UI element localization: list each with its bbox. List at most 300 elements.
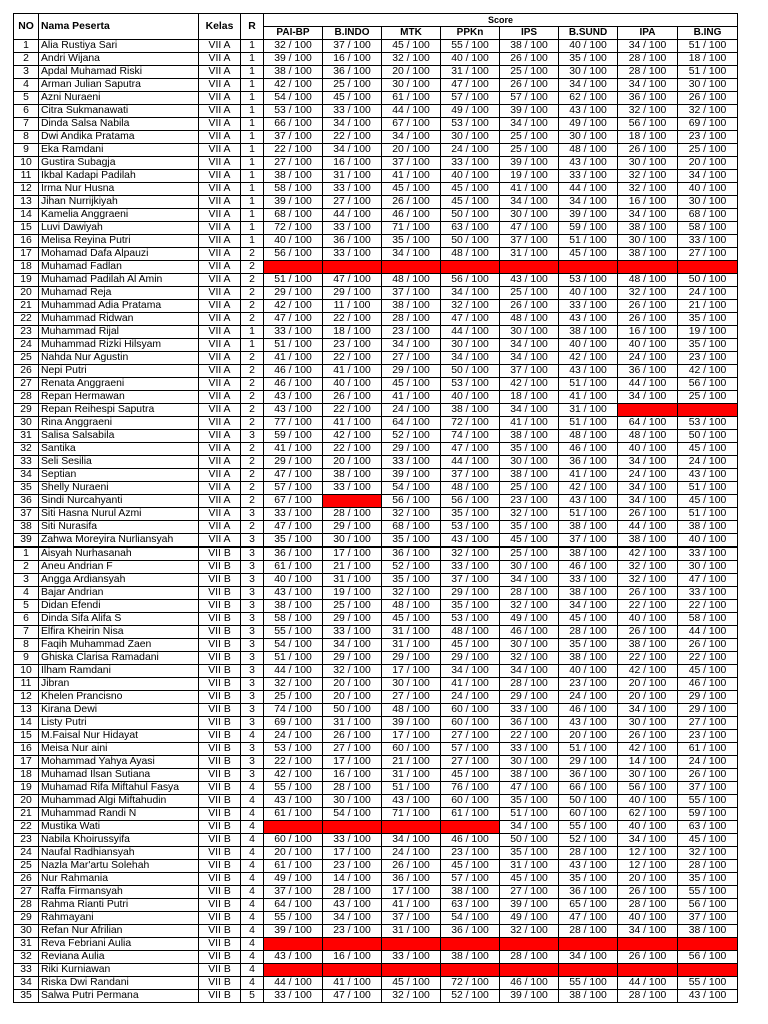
cell-score: 30 / 100 xyxy=(618,717,678,730)
cell-score: 66 / 100 xyxy=(264,118,323,131)
cell-r: 3 xyxy=(241,574,264,587)
cell-score: 29 / 100 xyxy=(382,443,441,456)
cell-score: 36 / 100 xyxy=(323,235,382,248)
cell-r: 5 xyxy=(241,990,264,1003)
cell-score: 21 / 100 xyxy=(323,561,382,574)
cell-no: 25 xyxy=(14,860,39,873)
cell-score: 44 / 100 xyxy=(618,521,678,534)
cell-score: 54 / 100 xyxy=(382,482,441,495)
cell-score: 48 / 100 xyxy=(559,430,618,443)
header-name: Nama Peserta xyxy=(39,14,199,40)
cell-name: Jihan Nurrijkiyah xyxy=(39,196,199,209)
cell-score-missing xyxy=(500,964,559,977)
cell-score: 60 / 100 xyxy=(559,808,618,821)
cell-kelas: VII A xyxy=(199,313,241,326)
cell-score: 27 / 100 xyxy=(441,756,500,769)
table-row xyxy=(14,352,738,365)
table-row xyxy=(14,925,738,938)
cell-kelas: VII B xyxy=(199,561,241,574)
cell-score: 26 / 100 xyxy=(323,391,382,404)
cell-score: 34 / 100 xyxy=(618,482,678,495)
cell-score: 40 / 100 xyxy=(559,339,618,352)
cell-no: 26 xyxy=(14,873,39,886)
cell-name: M.Faisal Nur Hidayat xyxy=(39,730,199,743)
cell-score: 63 / 100 xyxy=(441,222,500,235)
cell-no: 30 xyxy=(14,925,39,938)
cell-score: 64 / 100 xyxy=(618,417,678,430)
cell-score: 34 / 100 xyxy=(618,456,678,469)
table-row xyxy=(14,430,738,443)
cell-no: 4 xyxy=(14,587,39,600)
cell-r: 2 xyxy=(241,352,264,365)
cell-score: 31 / 100 xyxy=(382,639,441,652)
cell-score: 31 / 100 xyxy=(323,574,382,587)
cell-score: 43 / 100 xyxy=(559,105,618,118)
cell-score: 34 / 100 xyxy=(323,639,382,652)
cell-score: 28 / 100 xyxy=(559,626,618,639)
cell-score: 23 / 100 xyxy=(559,678,618,691)
cell-score: 30 / 100 xyxy=(618,769,678,782)
cell-score: 45 / 100 xyxy=(441,196,500,209)
cell-name: Raffa Firmansyah xyxy=(39,886,199,899)
cell-r: 4 xyxy=(241,795,264,808)
cell-score: 34 / 100 xyxy=(441,287,500,300)
table-row xyxy=(14,886,738,899)
cell-score: 47 / 100 xyxy=(264,521,323,534)
cell-score: 35 / 100 xyxy=(500,443,559,456)
cell-score: 58 / 100 xyxy=(678,613,738,626)
cell-score: 43 / 100 xyxy=(441,534,500,548)
cell-score: 16 / 100 xyxy=(323,769,382,782)
cell-name: Nur Rahmania xyxy=(39,873,199,886)
cell-score: 74 / 100 xyxy=(441,430,500,443)
cell-score: 43 / 100 xyxy=(559,717,618,730)
cell-no: 10 xyxy=(14,157,39,170)
cell-score: 26 / 100 xyxy=(618,730,678,743)
cell-score: 37 / 100 xyxy=(559,534,618,548)
cell-score: 30 / 100 xyxy=(500,756,559,769)
cell-score: 38 / 100 xyxy=(618,222,678,235)
header-subject: PPKn xyxy=(441,27,500,40)
cell-name: Meisa Nur aini xyxy=(39,743,199,756)
cell-score: 22 / 100 xyxy=(618,652,678,665)
cell-score: 30 / 100 xyxy=(618,235,678,248)
cell-score: 32 / 100 xyxy=(618,574,678,587)
cell-score: 40 / 100 xyxy=(559,40,618,53)
cell-r: 3 xyxy=(241,639,264,652)
cell-score: 37 / 100 xyxy=(382,912,441,925)
cell-name: Zahwa Moreyira Nurliansyah xyxy=(39,534,199,548)
cell-name: Melisa Reyina Putri xyxy=(39,235,199,248)
cell-kelas: VII B xyxy=(199,704,241,717)
cell-r: 4 xyxy=(241,730,264,743)
table-row xyxy=(14,521,738,534)
table-row xyxy=(14,209,738,222)
cell-score: 61 / 100 xyxy=(264,561,323,574)
cell-score: 60 / 100 xyxy=(441,704,500,717)
cell-score: 22 / 100 xyxy=(678,652,738,665)
cell-score: 55 / 100 xyxy=(264,782,323,795)
cell-score: 44 / 100 xyxy=(264,977,323,990)
cell-score: 34 / 100 xyxy=(618,209,678,222)
cell-score: 40 / 100 xyxy=(618,339,678,352)
cell-score: 34 / 100 xyxy=(559,196,618,209)
cell-score: 51 / 100 xyxy=(264,274,323,287)
cell-score: 24 / 100 xyxy=(441,691,500,704)
cell-score: 20 / 100 xyxy=(382,144,441,157)
cell-score: 46 / 100 xyxy=(264,365,323,378)
cell-score: 31 / 100 xyxy=(382,769,441,782)
cell-r: 2 xyxy=(241,261,264,274)
cell-name: Luvi Dawiyah xyxy=(39,222,199,235)
cell-score: 39 / 100 xyxy=(382,717,441,730)
cell-score: 24 / 100 xyxy=(678,287,738,300)
cell-kelas: VII B xyxy=(199,652,241,665)
cell-no: 8 xyxy=(14,639,39,652)
cell-score: 60 / 100 xyxy=(441,717,500,730)
cell-score: 64 / 100 xyxy=(382,417,441,430)
cell-score: 30 / 100 xyxy=(441,131,500,144)
cell-name: Refan Nur Afrilian xyxy=(39,925,199,938)
cell-score: 20 / 100 xyxy=(678,157,738,170)
cell-score: 19 / 100 xyxy=(678,326,738,339)
cell-no: 32 xyxy=(14,443,39,456)
cell-no: 5 xyxy=(14,600,39,613)
cell-no: 1 xyxy=(14,547,39,561)
table-row xyxy=(14,821,738,834)
cell-r: 3 xyxy=(241,626,264,639)
cell-kelas: VII A xyxy=(199,183,241,196)
cell-kelas: VII A xyxy=(199,443,241,456)
cell-score: 37 / 100 xyxy=(500,235,559,248)
cell-score: 41 / 100 xyxy=(382,170,441,183)
table-row xyxy=(14,378,738,391)
cell-score: 53 / 100 xyxy=(441,118,500,131)
cell-score: 18 / 100 xyxy=(678,53,738,66)
cell-score: 29 / 100 xyxy=(382,652,441,665)
cell-score: 45 / 100 xyxy=(441,639,500,652)
cell-score: 22 / 100 xyxy=(323,352,382,365)
table-row xyxy=(14,626,738,639)
cell-score: 45 / 100 xyxy=(441,860,500,873)
table-row xyxy=(14,339,738,352)
cell-r: 2 xyxy=(241,456,264,469)
table-row xyxy=(14,469,738,482)
cell-score: 28 / 100 xyxy=(323,508,382,521)
cell-score: 51 / 100 xyxy=(678,66,738,79)
cell-score: 25 / 100 xyxy=(323,79,382,92)
cell-score: 29 / 100 xyxy=(500,691,559,704)
cell-score: 48 / 100 xyxy=(441,482,500,495)
cell-score: 64 / 100 xyxy=(264,899,323,912)
cell-name: Rina Anggraeni xyxy=(39,417,199,430)
table-row xyxy=(14,743,738,756)
cell-score: 30 / 100 xyxy=(678,196,738,209)
cell-kelas: VII B xyxy=(199,587,241,600)
cell-score: 34 / 100 xyxy=(500,665,559,678)
table-row xyxy=(14,248,738,261)
cell-score: 42 / 100 xyxy=(618,665,678,678)
cell-score: 40 / 100 xyxy=(441,53,500,66)
cell-name: Muhamad Fadlan xyxy=(39,261,199,274)
cell-score: 38 / 100 xyxy=(559,547,618,561)
cell-score: 36 / 100 xyxy=(559,886,618,899)
table-row xyxy=(14,456,738,469)
cell-score: 66 / 100 xyxy=(559,782,618,795)
cell-score: 33 / 100 xyxy=(323,222,382,235)
cell-kelas: VII B xyxy=(199,977,241,990)
cell-no: 29 xyxy=(14,912,39,925)
cell-name: Siti Nurasifa xyxy=(39,521,199,534)
cell-no: 28 xyxy=(14,899,39,912)
cell-score: 46 / 100 xyxy=(559,561,618,574)
cell-kelas: VII B xyxy=(199,886,241,899)
cell-kelas: VII B xyxy=(199,626,241,639)
cell-r: 2 xyxy=(241,300,264,313)
cell-r: 3 xyxy=(241,769,264,782)
cell-no: 38 xyxy=(14,521,39,534)
cell-score: 40 / 100 xyxy=(441,170,500,183)
cell-kelas: VII B xyxy=(199,613,241,626)
cell-score: 28 / 100 xyxy=(382,313,441,326)
cell-score: 29 / 100 xyxy=(323,613,382,626)
cell-r: 4 xyxy=(241,951,264,964)
table-row xyxy=(14,808,738,821)
cell-no: 18 xyxy=(14,261,39,274)
cell-score: 44 / 100 xyxy=(323,209,382,222)
cell-kelas: VII A xyxy=(199,131,241,144)
cell-no: 6 xyxy=(14,105,39,118)
cell-name: Kirana Dewi xyxy=(39,704,199,717)
cell-r: 3 xyxy=(241,652,264,665)
cell-name: Repan Hermawan xyxy=(39,391,199,404)
cell-score: 35 / 100 xyxy=(678,313,738,326)
cell-no: 19 xyxy=(14,274,39,287)
cell-score: 34 / 100 xyxy=(678,170,738,183)
cell-score: 39 / 100 xyxy=(500,157,559,170)
cell-score: 37 / 100 xyxy=(323,40,382,53)
cell-name: Andri Wijana xyxy=(39,53,199,66)
cell-score: 65 / 100 xyxy=(559,899,618,912)
cell-score: 37 / 100 xyxy=(264,886,323,899)
cell-score: 34 / 100 xyxy=(559,600,618,613)
cell-score: 35 / 100 xyxy=(441,508,500,521)
cell-kelas: VII B xyxy=(199,743,241,756)
cell-no: 31 xyxy=(14,938,39,951)
cell-kelas: VII A xyxy=(199,365,241,378)
cell-no: 36 xyxy=(14,495,39,508)
cell-score: 45 / 100 xyxy=(678,834,738,847)
cell-score: 46 / 100 xyxy=(264,378,323,391)
cell-score: 38 / 100 xyxy=(441,886,500,899)
cell-r: 1 xyxy=(241,326,264,339)
cell-score: 34 / 100 xyxy=(382,834,441,847)
header-no: NO xyxy=(14,14,39,40)
table-row xyxy=(14,678,738,691)
cell-score: 17 / 100 xyxy=(323,847,382,860)
cell-score: 12 / 100 xyxy=(618,860,678,873)
cell-name: Mohammad Yahya Ayasi xyxy=(39,756,199,769)
cell-score: 50 / 100 xyxy=(323,704,382,717)
cell-r: 4 xyxy=(241,925,264,938)
cell-name: Reva Febriani Aulia xyxy=(39,938,199,951)
cell-r: 2 xyxy=(241,313,264,326)
cell-score: 41 / 100 xyxy=(500,183,559,196)
cell-score: 34 / 100 xyxy=(618,79,678,92)
cell-score: 51 / 100 xyxy=(500,808,559,821)
cell-kelas: VII B xyxy=(199,912,241,925)
cell-score: 47 / 100 xyxy=(500,222,559,235)
cell-score: 40 / 100 xyxy=(618,912,678,925)
cell-score: 33 / 100 xyxy=(559,574,618,587)
cell-score: 37 / 100 xyxy=(678,912,738,925)
cell-kelas: VII B xyxy=(199,756,241,769)
cell-score: 63 / 100 xyxy=(678,821,738,834)
cell-score: 39 / 100 xyxy=(264,925,323,938)
table-row xyxy=(14,847,738,860)
cell-score: 44 / 100 xyxy=(382,105,441,118)
cell-score: 33 / 100 xyxy=(678,587,738,600)
cell-score: 40 / 100 xyxy=(559,665,618,678)
cell-score: 60 / 100 xyxy=(264,834,323,847)
cell-score: 31 / 100 xyxy=(441,66,500,79)
cell-score: 38 / 100 xyxy=(618,534,678,548)
cell-score-missing xyxy=(559,261,618,274)
cell-score-missing xyxy=(264,261,323,274)
cell-score: 62 / 100 xyxy=(618,808,678,821)
cell-kelas: VII B xyxy=(199,951,241,964)
cell-score: 25 / 100 xyxy=(500,66,559,79)
cell-score: 36 / 100 xyxy=(618,92,678,105)
cell-score: 34 / 100 xyxy=(618,704,678,717)
cell-score: 32 / 100 xyxy=(678,847,738,860)
cell-r: 4 xyxy=(241,847,264,860)
cell-r: 4 xyxy=(241,873,264,886)
cell-score: 59 / 100 xyxy=(559,222,618,235)
cell-kelas: VII A xyxy=(199,53,241,66)
table-row xyxy=(14,313,738,326)
cell-kelas: VII B xyxy=(199,795,241,808)
cell-score: 47 / 100 xyxy=(264,313,323,326)
cell-score: 36 / 100 xyxy=(264,547,323,561)
cell-r: 1 xyxy=(241,170,264,183)
cell-score: 44 / 100 xyxy=(618,977,678,990)
cell-score: 44 / 100 xyxy=(618,378,678,391)
cell-name: Kamelia Anggraeni xyxy=(39,209,199,222)
header-score: Score xyxy=(264,14,738,27)
cell-score: 46 / 100 xyxy=(441,834,500,847)
cell-no: 19 xyxy=(14,782,39,795)
cell-no: 30 xyxy=(14,417,39,430)
cell-score: 26 / 100 xyxy=(678,769,738,782)
cell-score: 47 / 100 xyxy=(264,469,323,482)
table-row xyxy=(14,196,738,209)
cell-score: 43 / 100 xyxy=(559,495,618,508)
cell-score: 42 / 100 xyxy=(618,547,678,561)
cell-score: 18 / 100 xyxy=(500,391,559,404)
cell-r: 3 xyxy=(241,587,264,600)
table-row xyxy=(14,652,738,665)
cell-r: 2 xyxy=(241,248,264,261)
cell-score: 23 / 100 xyxy=(678,730,738,743)
cell-name: Mustika Wati xyxy=(39,821,199,834)
cell-score: 44 / 100 xyxy=(441,326,500,339)
cell-score: 38 / 100 xyxy=(559,521,618,534)
cell-score: 24 / 100 xyxy=(618,352,678,365)
table-row xyxy=(14,873,738,886)
cell-score: 34 / 100 xyxy=(500,574,559,587)
cell-score: 30 / 100 xyxy=(382,678,441,691)
cell-score-missing xyxy=(264,964,323,977)
cell-r: 4 xyxy=(241,808,264,821)
cell-kelas: VII A xyxy=(199,534,241,548)
cell-no: 2 xyxy=(14,53,39,66)
cell-no: 23 xyxy=(14,326,39,339)
cell-score-missing xyxy=(382,964,441,977)
cell-score: 33 / 100 xyxy=(559,300,618,313)
cell-name: Rahma Rianti Putri xyxy=(39,899,199,912)
cell-name: Aneu Andrian F xyxy=(39,561,199,574)
cell-score: 45 / 100 xyxy=(382,378,441,391)
cell-score: 24 / 100 xyxy=(441,144,500,157)
cell-no: 11 xyxy=(14,170,39,183)
cell-name: Ilham Ramdani xyxy=(39,665,199,678)
cell-score: 23 / 100 xyxy=(500,495,559,508)
cell-score: 33 / 100 xyxy=(500,704,559,717)
cell-r: 1 xyxy=(241,339,264,352)
cell-score: 34 / 100 xyxy=(500,821,559,834)
cell-name: Nepi Putri xyxy=(39,365,199,378)
cell-kelas: VII A xyxy=(199,469,241,482)
cell-score: 14 / 100 xyxy=(618,756,678,769)
table-row xyxy=(14,860,738,873)
cell-score: 33 / 100 xyxy=(500,743,559,756)
cell-no: 35 xyxy=(14,482,39,495)
cell-score: 26 / 100 xyxy=(618,300,678,313)
cell-name: Repan Reihespi Saputra xyxy=(39,404,199,417)
cell-name: Dinda Salsa Nabila xyxy=(39,118,199,131)
cell-score: 50 / 100 xyxy=(441,209,500,222)
cell-r: 4 xyxy=(241,977,264,990)
table-row xyxy=(14,534,738,548)
cell-score: 40 / 100 xyxy=(618,795,678,808)
cell-name: Riska Dwi Randani xyxy=(39,977,199,990)
cell-score: 43 / 100 xyxy=(559,157,618,170)
cell-score: 50 / 100 xyxy=(559,795,618,808)
cell-name: Renata Anggraeni xyxy=(39,378,199,391)
cell-score: 35 / 100 xyxy=(382,534,441,548)
table-row xyxy=(14,561,738,574)
cell-score: 53 / 100 xyxy=(264,743,323,756)
cell-score: 34 / 100 xyxy=(500,352,559,365)
cell-score: 33 / 100 xyxy=(382,951,441,964)
cell-score: 36 / 100 xyxy=(382,547,441,561)
cell-name: Nabila Khoirussyifa xyxy=(39,834,199,847)
cell-score: 42 / 100 xyxy=(678,365,738,378)
cell-score: 36 / 100 xyxy=(323,66,382,79)
cell-score: 32 / 100 xyxy=(618,183,678,196)
cell-score: 20 / 100 xyxy=(264,847,323,860)
cell-score: 55 / 100 xyxy=(678,886,738,899)
cell-no: 6 xyxy=(14,613,39,626)
cell-score: 74 / 100 xyxy=(264,704,323,717)
cell-kelas: VII A xyxy=(199,482,241,495)
cell-score: 33 / 100 xyxy=(559,170,618,183)
cell-score: 37 / 100 xyxy=(500,365,559,378)
cell-name: Santika xyxy=(39,443,199,456)
cell-score: 34 / 100 xyxy=(500,196,559,209)
cell-score: 44 / 100 xyxy=(559,183,618,196)
